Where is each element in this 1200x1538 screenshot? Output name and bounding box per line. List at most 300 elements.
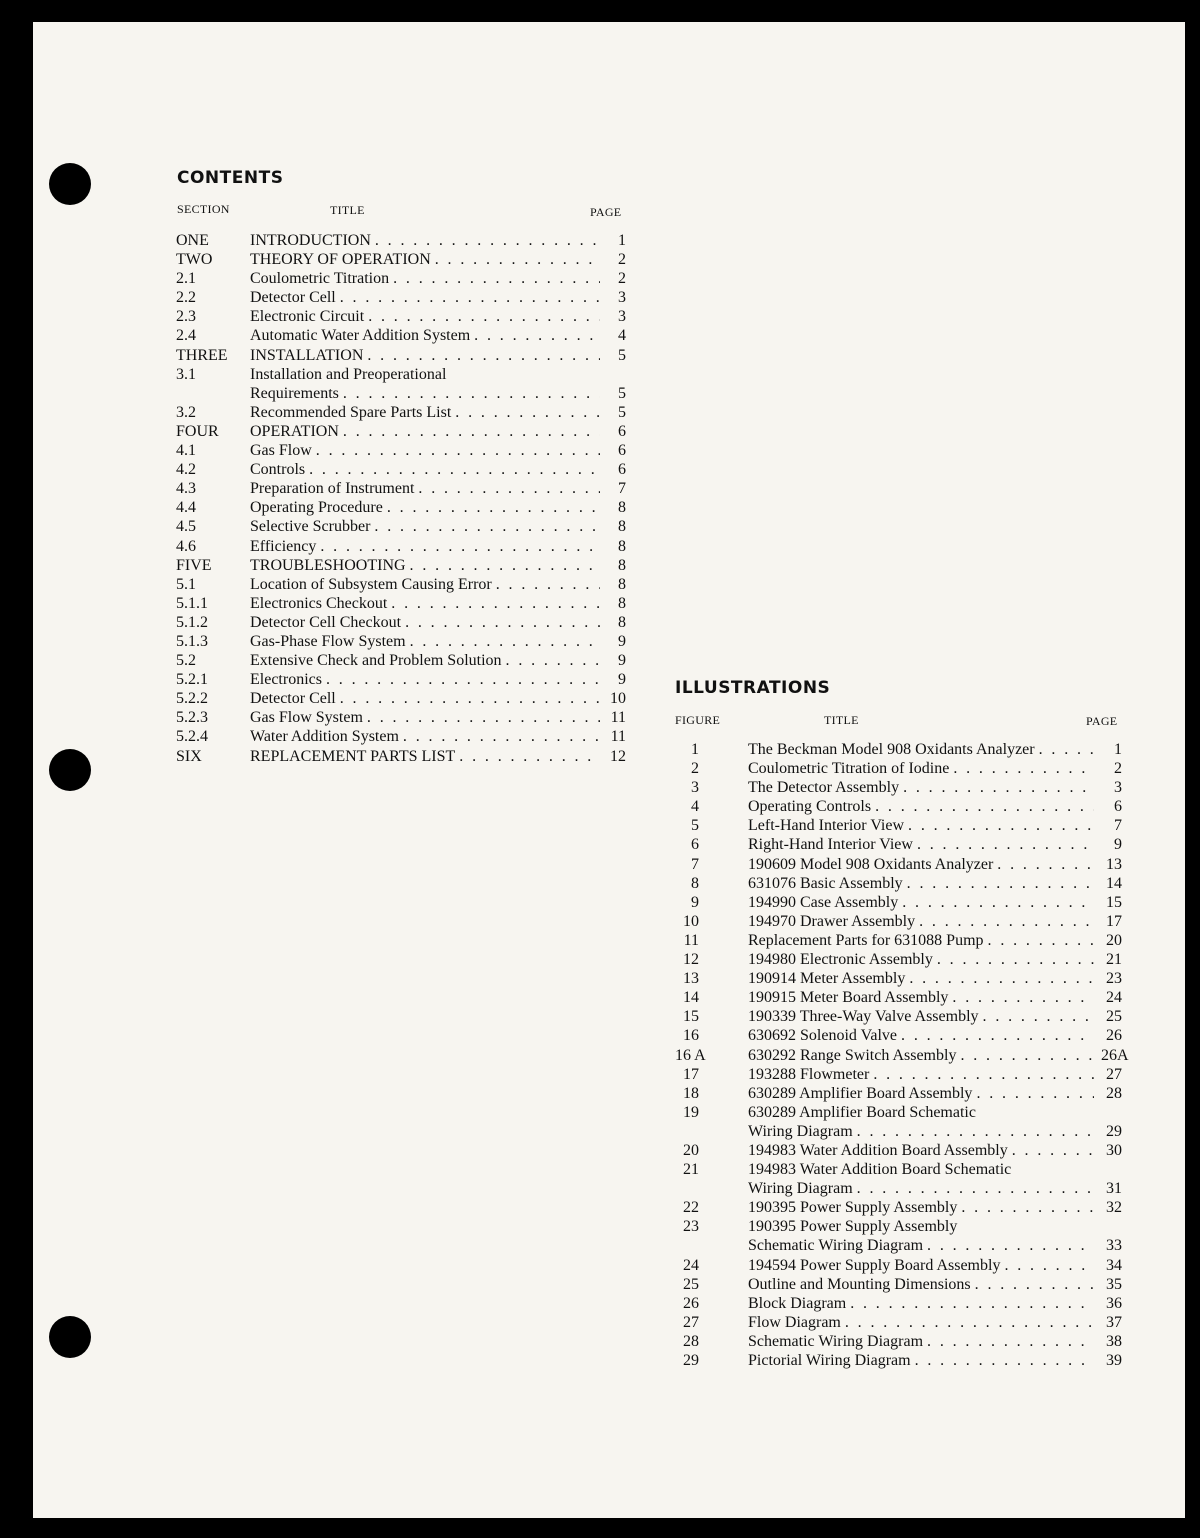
entry-title-wrap	[748, 1007, 1094, 1026]
entry-title-wrap	[748, 1084, 1094, 1103]
entry-title: Coulometric Titration of Iodine	[748, 760, 950, 778]
page-number: 38	[1106, 1332, 1122, 1350]
contents-entry	[176, 575, 628, 594]
entry-title-wrap	[748, 950, 1094, 969]
entry-title-wrap	[748, 874, 1094, 893]
entry-title: 194990 Case Assembly	[748, 893, 899, 911]
leader-dots	[902, 893, 1094, 912]
leader-dots	[418, 479, 600, 498]
page-number: 2	[618, 251, 626, 269]
illustration-entry	[675, 797, 1145, 816]
leader-dots	[875, 797, 1094, 816]
page-number: 7	[618, 480, 626, 498]
illustrations-figure-header: FIGURE	[675, 713, 721, 727]
section-number: 5.1.3	[176, 632, 208, 650]
leader-dots	[340, 689, 600, 708]
figure-number: 9	[691, 893, 699, 911]
page-number: 26A	[1101, 1046, 1129, 1064]
entry-title: The Detector Assembly	[748, 779, 900, 797]
figure-number: 1	[691, 741, 699, 758]
leader-dots	[474, 326, 600, 345]
leader-dots	[850, 1294, 1094, 1313]
contents-entry	[176, 632, 628, 651]
page-number: 32	[1106, 1199, 1122, 1217]
leader-dots	[909, 969, 1094, 988]
entry-title-wrap	[748, 1294, 1094, 1313]
leader-dots	[975, 1275, 1094, 1294]
section-number: 2.1	[176, 270, 196, 288]
page-number: 24	[1106, 989, 1122, 1007]
entry-title-wrap	[748, 1256, 1094, 1275]
leader-dots	[375, 231, 600, 250]
section-number: 5.1.1	[176, 594, 208, 612]
section-number: 5.2.1	[176, 671, 208, 689]
entry-title: 630289 Amplifier Board Schematic	[748, 1103, 976, 1121]
entry-title: Efficiency	[250, 537, 317, 555]
entry-title-wrap	[250, 441, 600, 460]
page-number: 2	[1114, 760, 1122, 778]
entry-title: 630289 Amplifier Board Assembly	[748, 1084, 973, 1102]
illustration-entry	[675, 835, 1145, 854]
entry-title: Detector Cell Checkout	[250, 613, 402, 631]
section-number: 2.4	[176, 327, 196, 345]
illustrations-page-header: PAGE	[1086, 714, 1118, 728]
leader-dots	[997, 855, 1094, 874]
page-number: 3	[618, 308, 626, 326]
illustrations-list	[675, 740, 1145, 1370]
contents-entry	[176, 651, 628, 670]
page-number: 34	[1106, 1256, 1122, 1274]
contents-entry	[176, 422, 628, 441]
entry-title: 194594 Power Supply Board Assembly	[748, 1256, 1001, 1274]
entry-title: 194983 Water Addition Board Assembly	[748, 1141, 1008, 1159]
leader-dots	[908, 816, 1094, 835]
entry-title-wrap	[250, 498, 600, 517]
contents-entry	[176, 556, 628, 575]
leader-dots	[1039, 740, 1094, 759]
leader-dots	[309, 460, 600, 479]
entry-title-wrap	[250, 747, 600, 766]
figure-number: 18	[683, 1084, 699, 1102]
section-number: 5.1.2	[176, 613, 208, 631]
entry-title: Block Diagram	[748, 1294, 847, 1312]
entry-title-wrap	[748, 855, 1094, 874]
leader-dots	[927, 1332, 1094, 1351]
figure-number: 3	[691, 779, 699, 797]
leader-dots	[857, 1122, 1094, 1141]
illustration-entry	[675, 1160, 1145, 1179]
page-number: 26	[1106, 1027, 1122, 1045]
entry-title: Gas-Phase Flow System	[250, 632, 406, 650]
figure-number: 10	[683, 912, 699, 930]
entry-title: 194983 Water Addition Board Schematic	[748, 1161, 1012, 1179]
entry-title: 190395 Power Supply Assembly	[748, 1199, 958, 1217]
figure-number: 14	[683, 989, 699, 1007]
illustration-entry	[675, 1084, 1145, 1103]
page-number: 37	[1106, 1313, 1122, 1331]
entry-title: Recommended Spare Parts List	[250, 403, 452, 421]
page-number: 6	[618, 461, 626, 479]
entry-title-wrap	[748, 740, 1094, 759]
illustration-entry	[675, 1275, 1145, 1294]
entry-title-wrap	[748, 797, 1094, 816]
entry-title: Right-Hand Interior View	[748, 836, 913, 854]
entry-title: Requirements	[250, 384, 339, 402]
contents-entry	[176, 403, 628, 422]
leader-dots	[976, 1084, 1094, 1103]
contents-entry	[176, 689, 628, 708]
page-number: 10	[610, 690, 626, 708]
leader-dots	[320, 537, 600, 556]
leader-dots	[374, 517, 600, 536]
figure-number: 19	[683, 1103, 699, 1121]
leader-dots	[907, 874, 1094, 893]
entry-title-wrap	[250, 422, 600, 441]
entry-title: OPERATION	[250, 422, 339, 440]
entry-title-wrap	[250, 346, 600, 365]
contents-title-header: TITLE	[330, 203, 365, 217]
leader-dots	[368, 307, 600, 326]
page-number: 1	[618, 232, 626, 249]
page-number: 8	[618, 518, 626, 536]
leader-dots	[927, 1236, 1094, 1255]
entry-title-wrap	[748, 988, 1094, 1007]
entry-title-wrap	[748, 1236, 1094, 1255]
entry-title: Wiring Diagram	[748, 1180, 853, 1198]
leader-dots	[952, 988, 1094, 1007]
illustration-entry	[675, 1351, 1145, 1370]
leader-dots	[901, 1026, 1094, 1045]
entry-title-wrap	[250, 384, 600, 403]
contents-heading: CONTENTS	[177, 168, 284, 188]
page-number: 28	[1106, 1084, 1122, 1102]
contents-entry	[176, 346, 628, 365]
entry-title-wrap	[748, 1046, 1094, 1065]
illustration-entry	[675, 1046, 1145, 1065]
illustration-entry	[675, 1122, 1145, 1141]
leader-dots	[391, 594, 600, 613]
leader-dots	[953, 759, 1094, 778]
entry-title-wrap	[250, 537, 600, 556]
entry-title: Extensive Check and Problem Solution	[250, 652, 502, 670]
page-number: 11	[610, 709, 626, 727]
entry-title-wrap	[250, 460, 600, 479]
entry-title: Coulometric Titration	[250, 270, 390, 288]
entry-title-wrap	[748, 1217, 1094, 1236]
entry-title-wrap	[250, 689, 600, 708]
page-number: 27	[1106, 1065, 1122, 1083]
leader-dots	[435, 250, 600, 269]
page-number: 5	[618, 346, 626, 364]
entry-title: Schematic Wiring Diagram	[748, 1332, 924, 1350]
entry-title: THEORY OF OPERATION	[250, 251, 431, 269]
leader-dots	[845, 1313, 1094, 1332]
figure-number: 17	[683, 1065, 699, 1083]
contents-entry	[176, 307, 628, 326]
contents-entry	[176, 288, 628, 307]
figure-number: 12	[683, 951, 699, 969]
section-number: SIX	[176, 747, 202, 765]
entry-title-wrap	[250, 250, 600, 269]
entry-title-wrap	[748, 1122, 1094, 1141]
page-number: 17	[1106, 912, 1122, 930]
entry-title: Flow Diagram	[748, 1313, 841, 1331]
page-number: 11	[610, 728, 626, 746]
page-number: 31	[1106, 1180, 1122, 1198]
entry-title-wrap	[250, 670, 600, 689]
section-number: FIVE	[176, 556, 212, 574]
page-number: 29	[1106, 1122, 1122, 1140]
contents-page-header: PAGE	[590, 205, 622, 219]
entry-title: 190915 Meter Board Assembly	[748, 989, 949, 1007]
entry-title: Replacement Parts for 631088 Pump	[748, 931, 984, 949]
page-number: 6	[618, 422, 626, 440]
entry-title-wrap	[250, 479, 600, 498]
entry-title: Installation and Preoperational	[250, 365, 447, 383]
leader-dots	[496, 575, 600, 594]
punch-hole-top	[49, 163, 91, 205]
section-number: 4.3	[176, 480, 196, 498]
illustration-entry	[675, 1141, 1145, 1160]
entry-title-wrap	[748, 816, 1094, 835]
leader-dots	[1004, 1256, 1094, 1275]
entry-title: 190395 Power Supply Assembly	[748, 1218, 958, 1236]
entry-title: TROUBLESHOOTING	[250, 556, 406, 574]
page-number: 39	[1106, 1352, 1122, 1369]
contents-entry	[176, 460, 628, 479]
entry-title: INSTALLATION	[250, 346, 364, 364]
section-number: THREE	[176, 346, 228, 364]
entry-title: Wiring Diagram	[748, 1122, 853, 1140]
leader-dots	[459, 747, 600, 766]
leader-dots	[403, 727, 600, 746]
page-number: 8	[618, 613, 626, 631]
entry-title: Gas Flow System	[250, 709, 363, 727]
entry-title-wrap	[748, 759, 1094, 778]
entry-title: Detector Cell	[250, 289, 336, 307]
illustrations-heading: ILLUSTRATIONS	[675, 678, 831, 698]
illustration-entry	[675, 1065, 1145, 1084]
entry-title: 630292 Range Switch Assembly	[748, 1046, 957, 1064]
entry-title-wrap	[748, 1065, 1094, 1084]
leader-dots	[506, 651, 600, 670]
punch-hole-middle	[49, 749, 91, 791]
page-number: 25	[1106, 1008, 1122, 1026]
figure-number: 27	[683, 1313, 699, 1331]
section-number: 5.2.2	[176, 690, 208, 708]
figure-number: 6	[691, 836, 699, 854]
page-number: 5	[618, 384, 626, 402]
section-number: ONE	[176, 232, 209, 249]
illustration-entry	[675, 759, 1145, 778]
page-number: 5	[618, 403, 626, 421]
illustration-entry	[675, 816, 1145, 835]
entry-title-wrap	[250, 613, 600, 632]
figure-number: 20	[683, 1141, 699, 1159]
page-number: 14	[1106, 874, 1122, 892]
entry-title: 194980 Electronic Assembly	[748, 951, 933, 969]
entry-title: Controls	[250, 461, 306, 479]
section-number: 5.2.3	[176, 709, 208, 727]
entry-title: 631076 Basic Assembly	[748, 874, 903, 892]
entry-title-wrap	[250, 517, 600, 536]
entry-title: Operating Controls	[748, 798, 872, 816]
page-number: 6	[618, 442, 626, 460]
entry-title-wrap	[250, 231, 600, 250]
leader-dots	[1012, 1141, 1094, 1160]
contents-entry	[176, 708, 628, 727]
entry-title: Electronics Checkout	[250, 594, 388, 612]
section-number: 3.1	[176, 365, 196, 383]
section-number: 5.1	[176, 575, 196, 593]
figure-number: 23	[683, 1218, 699, 1236]
figure-number: 4	[691, 798, 699, 816]
entry-title: 193288 Flowmeter	[748, 1065, 870, 1083]
leader-dots	[937, 950, 1094, 969]
entry-title-wrap	[748, 778, 1094, 797]
page-number: 13	[1106, 855, 1122, 873]
leader-dots	[857, 1179, 1094, 1198]
entry-title-wrap	[748, 931, 1094, 950]
illustration-entry	[675, 1007, 1145, 1026]
contents-entry	[176, 747, 628, 766]
entry-title: Pictorial Wiring Diagram	[748, 1352, 911, 1369]
figure-number: 16 A	[675, 1046, 706, 1064]
entry-title: 190339 Three-Way Valve Assembly	[748, 1008, 979, 1026]
entry-title: Electronic Circuit	[250, 308, 365, 326]
figure-number: 21	[683, 1161, 699, 1179]
entry-title-wrap	[748, 1103, 1094, 1122]
illustration-entry	[675, 740, 1145, 759]
leader-dots	[915, 1351, 1094, 1370]
page-number: 9	[618, 652, 626, 670]
entry-title: REPLACEMENT PARTS LIST	[250, 747, 456, 765]
section-number: 4.6	[176, 537, 196, 555]
figure-number: 5	[691, 817, 699, 835]
entry-title-wrap	[250, 708, 600, 727]
entry-title: Water Addition System	[250, 728, 399, 746]
leader-dots	[340, 288, 600, 307]
entry-title-wrap	[250, 632, 600, 651]
illustration-entry	[675, 988, 1145, 1007]
contents-entry	[176, 727, 628, 746]
leader-dots	[367, 708, 600, 727]
entry-title: 190609 Model 908 Oxidants Analyzer	[748, 855, 994, 873]
illustration-entry	[675, 893, 1145, 912]
section-number: FOUR	[176, 422, 219, 440]
page-number: 8	[618, 594, 626, 612]
contents-entry	[176, 384, 628, 403]
entry-title-wrap	[748, 1141, 1094, 1160]
contents-entry	[176, 517, 628, 536]
leader-dots	[873, 1065, 1094, 1084]
figure-number: 28	[683, 1332, 699, 1350]
leader-dots	[343, 422, 600, 441]
page-number: 8	[618, 556, 626, 574]
section-number: 4.2	[176, 461, 196, 479]
leader-dots	[917, 835, 1094, 854]
page-number: 33	[1106, 1237, 1122, 1255]
illustration-entry	[675, 1179, 1145, 1198]
section-number: TWO	[176, 251, 213, 269]
leader-dots	[988, 931, 1094, 950]
page-number: 35	[1106, 1275, 1122, 1293]
entry-title-wrap	[748, 893, 1094, 912]
page-number: 4	[618, 327, 626, 345]
page-number: 9	[618, 632, 626, 650]
page-number: 1	[1114, 741, 1122, 758]
entry-title: Preparation of Instrument	[250, 480, 415, 498]
page-number: 23	[1106, 970, 1122, 988]
entry-title-wrap	[250, 556, 600, 575]
illustration-entry	[675, 1217, 1145, 1236]
illustrations-title-header: TITLE	[824, 713, 859, 727]
illustration-entry	[675, 1256, 1145, 1275]
leader-dots	[903, 778, 1094, 797]
entry-title-wrap	[748, 1160, 1094, 1179]
illustration-entry	[675, 874, 1145, 893]
entry-title-wrap	[250, 594, 600, 613]
entry-title-wrap	[250, 651, 600, 670]
leader-dots	[387, 498, 600, 517]
illustration-entry	[675, 1313, 1145, 1332]
page-number: 8	[618, 537, 626, 555]
entry-title-wrap	[250, 307, 600, 326]
figure-number: 25	[683, 1275, 699, 1293]
illustration-entry	[675, 1236, 1145, 1255]
page-number: 3	[1114, 779, 1122, 797]
page-number: 8	[618, 575, 626, 593]
entry-title: Location of Subsystem Causing Error	[250, 575, 492, 593]
section-number: 4.4	[176, 499, 196, 517]
entry-title-wrap	[748, 1179, 1094, 1198]
entry-title-wrap	[748, 1198, 1094, 1217]
leader-dots	[316, 441, 600, 460]
entry-title: Outline and Mounting Dimensions	[748, 1275, 971, 1293]
leader-dots	[455, 403, 600, 422]
leader-dots	[960, 1046, 1094, 1065]
illustration-entry	[675, 778, 1145, 797]
section-number: 4.5	[176, 518, 196, 536]
entry-title: Electronics	[250, 671, 322, 689]
punch-hole-bottom	[49, 1316, 91, 1358]
entry-title-wrap	[748, 1313, 1094, 1332]
entry-title: 630692 Solenoid Valve	[748, 1027, 898, 1045]
page-number: 9	[618, 671, 626, 689]
page-number: 30	[1106, 1141, 1122, 1159]
illustration-entry	[675, 950, 1145, 969]
leader-dots	[410, 556, 600, 575]
illustration-entry	[675, 969, 1145, 988]
figure-number: 26	[683, 1294, 699, 1312]
entry-title-wrap	[748, 969, 1094, 988]
contents-entry	[176, 326, 628, 345]
illustration-entry	[675, 1294, 1145, 1313]
contents-entry	[176, 537, 628, 556]
entry-title-wrap	[250, 727, 600, 746]
section-number: 4.1	[176, 442, 196, 460]
figure-number: 2	[691, 760, 699, 778]
page-number: 3	[618, 289, 626, 307]
entry-title: Gas Flow	[250, 442, 312, 460]
entry-title: Detector Cell	[250, 690, 336, 708]
section-number: 3.2	[176, 403, 196, 421]
entry-title: Left-Hand Interior View	[748, 817, 905, 835]
page-number: 36	[1106, 1294, 1122, 1312]
illustration-entry	[675, 1103, 1145, 1122]
figure-number: 8	[691, 874, 699, 892]
figure-number: 24	[683, 1256, 699, 1274]
